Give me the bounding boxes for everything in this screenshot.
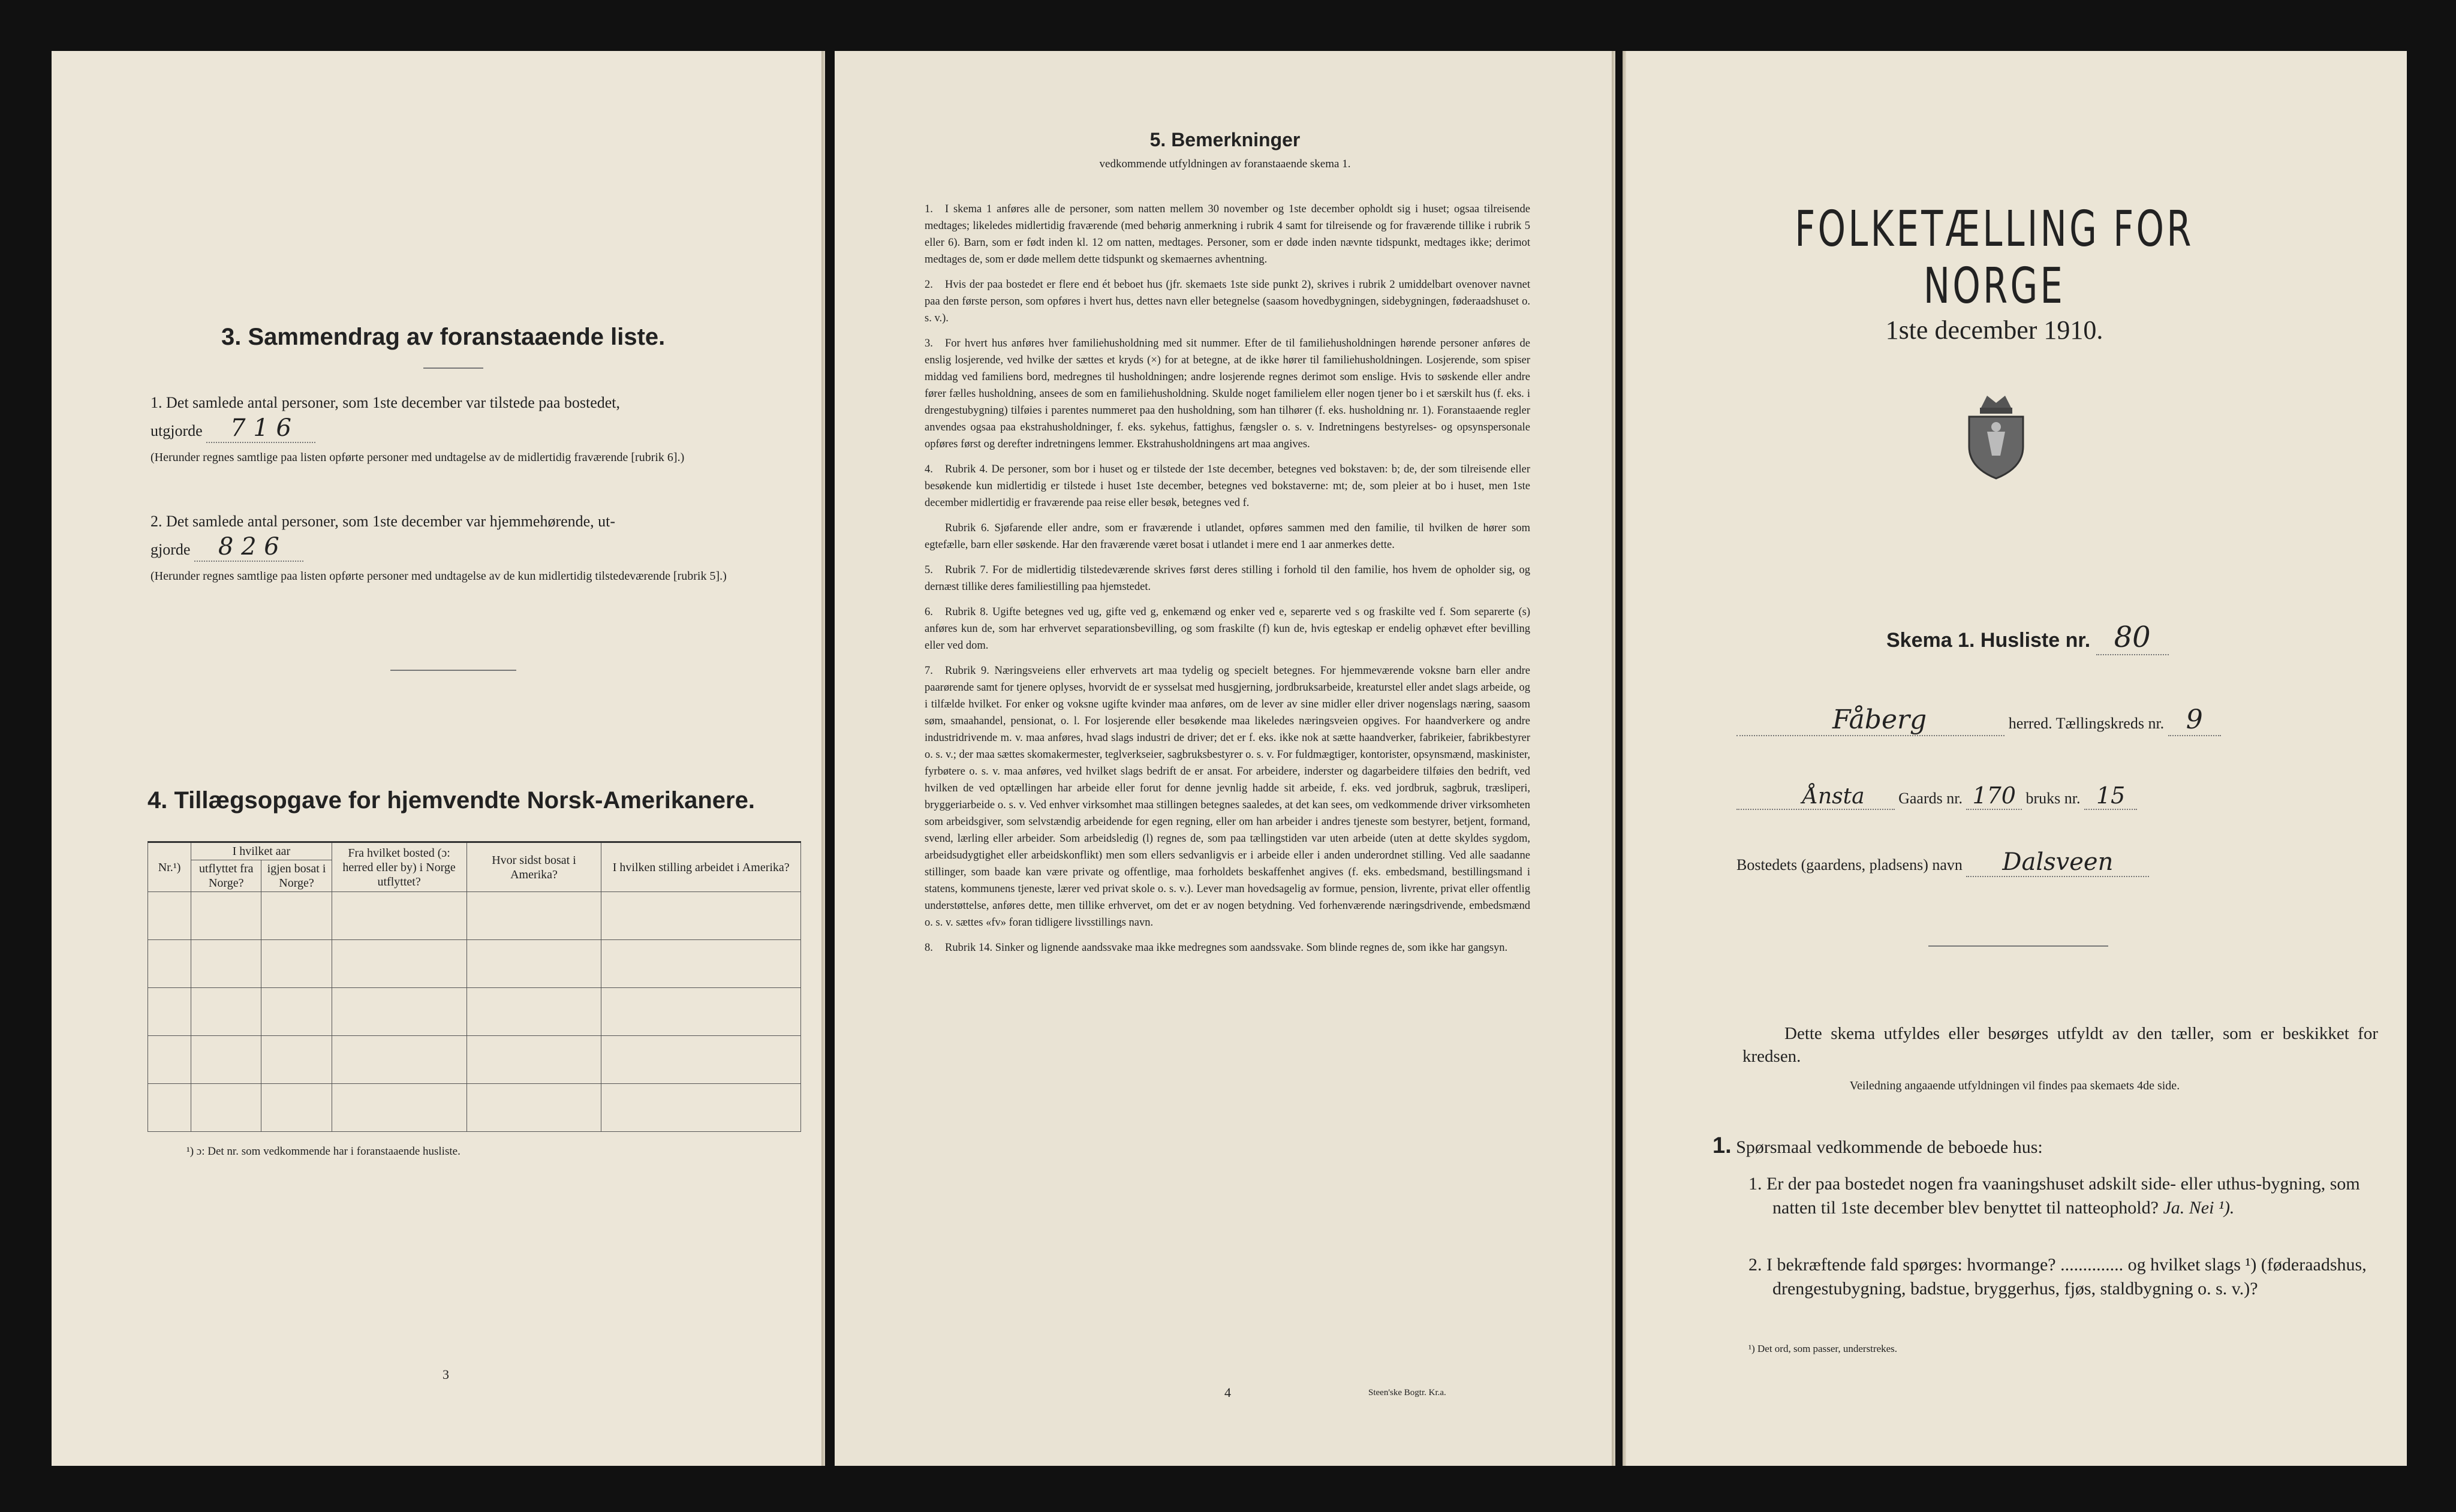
intro-text: Dette skema utfyldes eller besørges utfyldt av den tæller, som er beskikket for kredsen. bbox=[1742, 1024, 2378, 1066]
remarks-list bbox=[925, 201, 1530, 965]
gaard-line bbox=[1736, 782, 2360, 809]
kreds-label: Tællingskreds nr. bbox=[2055, 715, 2165, 732]
gaards-label: Gaards nr. bbox=[1898, 790, 1963, 807]
gaards-value: 170 bbox=[1966, 782, 2022, 810]
printer-mark: Steen'ske Bogtr. Kr.a. bbox=[1368, 1388, 1446, 1397]
col-last-residence: Hvor sidst bosat i Amerika? bbox=[466, 842, 601, 892]
page-4 bbox=[835, 51, 1615, 1466]
census-date: 1ste december 1910. bbox=[1885, 315, 2103, 345]
remark-6: 6. Rubrik 8. Ugifte betegnes ved ug, gifte ved g, enkemænd og enker ved e, separerte ved s og fraskilte ved f. Som separerte (s) anføres kun de, som har erhvervet separationsbevilling, og som fraskilte (f) kun de, hvis egteskap er endelig ophævet efter bevilling eller ved dom. bbox=[925, 606, 1530, 652]
remark-7: 7. Rubrik 9. Næringsveiens eller erhvervets art maa tydelig og specielt betegnes. For hjemmeværende voksne barn eller andre paarørende samt for tjenere oplyses, hvorvidt de er sysselsat med husgjerning, jordbruksarbeide, kreaturstel eller andet slags arbeide, og i tilfælde hvilket. For enker og voksne ugifte kvinder maa anføres, om de lever av sine midler eller driver nogenslags næring, saasom søm, smaahandel, pensionat, o. l. For losjerende eller besøkende maa likeledes næringsveien opgives. For haandverkere og andre industridrivende m. v. maa anføres, hvad slags industri de driver; det er f. eks. ikke nok at sætte haandverker, fabrikeier, fabrikbestyrer o. s. v.; der maa sættes skomakermester, teglverkseier, sagbruksbestyrer o. s. v. For fuldmægtiger, kontorister, opsynsmænd, maskinister, fyrbøtere o. s. v. maa anføres, ved hvilket slags bedrift de er ansat. For arbeidere, inderster og dagarbeidere tilføies den bedrift, ved hvilken de ved optællingen har arbeide eller forut for denne jevnlig hadde sit arbeide, f. eks. ved jordbruk, sagbruk, træsliperi, bryggeriarbeide o. s. v. Ved enhver virksomhet maa stillingen betegnes saaledes, at det kan sees, om vedkommende driver virksomheten som arbeidsgiver, som selvstændig arbeidende for egen regning, eller om han arbeider i andres tjeneste som bestyrer, betjent, formand, svend, lærling eller arbeider. Som arbeidsledig (l) regnes de, som paa tællingstiden var uten arbeide (uten at dette skyldes sygdom, arbeidsudygtighet eller arbeidskonflikt) men som ellers sedvanligvis er i arbeide eller i anden underordnet stilling. Ved alle saadanne stillinger, som baade kan være private og offentlige, maa forholdets beskaffenhet angives (f. eks. embedsmand, bestillingsmand i statens, kommunens tjeneste, lærer ved privat skole o. s. v.). Lever man hovedsagelig av formue, pension, livrente, privat eller offentlig understøttelse, anføres dette, men tillike erhvervet, om det er av nogen betydning. Ved forhenværende næringsdrivende, embedsmænd o. s. v. sættes «fv» foran tidligere livsstillings navn. bbox=[925, 665, 1530, 929]
remark-8: 8. Rubrik 14. Sinker og lignende aandssvake maa ikke medregnes som aandssvake. Som blinde regnes de, som ikke har gangsyn. bbox=[925, 942, 1508, 954]
page-number: 4 bbox=[1224, 1385, 1231, 1400]
item1-handwritten-value: 7 1 6 bbox=[206, 414, 315, 443]
table-row bbox=[148, 1084, 801, 1132]
gaard-name: Ånsta bbox=[1736, 784, 1895, 810]
col-emigrated: utflyttet fra Norge? bbox=[191, 860, 261, 892]
bosted-label: Bostedets (gaardens, pladsens) navn bbox=[1736, 856, 1963, 874]
kreds-value: 9 bbox=[2168, 704, 2221, 736]
remark-3: 3. For hvert hus anføres hver familiehusholdning med sit nummer. Efter de til familiehusholdningen hørende personer anføres de enslig losjerende, ved hvilke der sættes et kryds (×) for at betegne, at de ikke hører til familiehusholdningen. Losjerende, som spiser middag ved familiens bord, medregnes til husholdningen; andre losjerende regnes derimot som enslige. Hvis to søskende eller andre fører fælles husholdning, ansees de som en familiehusholdning. Skulde noget familielem eller nogen tjener bo i et særskilt hus (f. eks. i drengestubygning) tilføies i parentes nummeret paa den husholdning, som han tilhører (f. eks. husholdning nr. 1). Foranstaaende regler anvendes ogsaa paa ekstrahusholdninger, f. eks. sykehus, fattighus, fængsler o. s. v. Indretningens bestyrelses- og opsynspersonale opføres først og derefter indretningens lemmer. Ekstrahusholdningens art maa angives. bbox=[925, 338, 1530, 450]
table-row bbox=[148, 940, 801, 988]
col-returned: igjen bosat i Norge? bbox=[261, 860, 332, 892]
table-row bbox=[148, 1036, 801, 1084]
section3-title: 3. Sammendrag av foranstaaende liste. bbox=[221, 324, 666, 350]
bosted-value: Dalsveen bbox=[1966, 848, 2149, 877]
q1-number: 1. bbox=[1712, 1133, 1732, 1158]
page-1 bbox=[1623, 51, 2407, 1466]
q1-title: Spørsmaal vedkommende de beboede hus: bbox=[1736, 1137, 2043, 1157]
divider bbox=[1928, 945, 2108, 947]
page-edge bbox=[821, 51, 825, 1466]
remark-4b: Rubrik 6. Sjøfarende eller andre, som er fraværende i utlandet, opføres sammen med den familie, til hvilken de hører som egtefælle, barn eller søskende. Har den fraværende været bosat i utlandet i mere end 1 aar anmerkes dette. bbox=[925, 522, 1530, 551]
table-row bbox=[148, 988, 801, 1036]
remarks-subtitle: vedkommende utfyldningen av foranstaaende skema 1. bbox=[1099, 158, 1351, 170]
footnote: ¹) ɔ: Det nr. som vedkommende har i foranstaaende husliste. bbox=[186, 1145, 460, 1158]
remark-4: 4. Rubrik 4. De personer, som bor i huset og er tilstede der 1ste december, betegnes ved bokstaven: b; de, der som tilreisende eller besøkende kun midlertidig er tilstede i huset 1ste december, betegnes ved bokstaverne: mt; de, som pleier at bo i huset, men 1ste december midlertidig er fraværende paa reise eller besøk, betegnes ved f. bbox=[925, 463, 1530, 509]
item2-text: 2. Det samlede antal personer, som 1ste december var hjemmehørende, ut- bbox=[151, 513, 616, 530]
remark-1: 1. I skema 1 anføres alle de personer, som natten mellem 30 november og 1ste december opholdt sig i huset; ogsaa tilreisende medtages; likeledes midlertidig fraværende (med behørig anmerkning i rubrik 4 samt for tilreisende og for fraværende tillike i rubrik 5 eller 6). Barn, som er født inden kl. 12 om natten, medtages. Personer, som er døde inden nævnte tidspunkt, medtages ikke; derimot medtages de, som er døde mellem dette tidspunkt og skemaernes avhentning. bbox=[925, 203, 1530, 266]
remark-2: 2. Hvis der paa bostedet er flere end ét beboet hus (jfr. skemaets 1ste side punkt 2), skrives i rubrik 2 umiddelbart ovenover navnet paa den første person, som opføres i hvert hus, dettes navn eller betegnelse (saasom hovedbygningen, sidebygningen, føderaadshuset o. s. v.). bbox=[925, 279, 1530, 324]
item1-label: utgjorde bbox=[151, 422, 203, 439]
question-1-1: 1. Er der paa bostedet nogen fra vaaningshuset adskilt side- eller uthus-bygning, som natten til 1ste december blev benyttet til natteophold? Ja. Nei ¹). bbox=[1748, 1174, 2360, 1218]
form-title: FOLKETÆLLING FOR NORGE bbox=[1795, 201, 2194, 315]
col-nr: Nr.¹) bbox=[148, 842, 191, 892]
summary-item-1 bbox=[151, 393, 798, 465]
intro-note: Veiledning angaaende utfyldningen vil findes paa skemaets 4de side. bbox=[1849, 1079, 2180, 1092]
col-group-year: I hvilket aar bbox=[191, 842, 332, 860]
item2-note: (Herunder regnes samtlige paa listen opførte personer med undtagelse av de kun midlertidig tilstedeværende [rubrik 5].) bbox=[151, 570, 727, 583]
summary-item-2 bbox=[151, 511, 798, 584]
divider bbox=[390, 670, 516, 671]
schema-line bbox=[1886, 621, 2169, 654]
remarks-title: 5. Bemerkninger bbox=[1149, 129, 1301, 150]
col-from-place: Fra hvilket bosted (ɔ: herred eller by) i Norge utflyttet? bbox=[332, 842, 466, 892]
question-1-2: 2. I bekræftende fald spørges: hvormange? .............. og hvilket slags ¹) (føderaadshus, drengestubygning, badstue, bryggerhus, fjøs, staldbygning o. s. v.)? bbox=[1748, 1255, 2367, 1299]
footnote: ¹) Det ord, som passer, understrekes. bbox=[1748, 1343, 1898, 1354]
divider bbox=[423, 368, 483, 369]
bosted-line bbox=[1736, 848, 2360, 876]
bruks-label: bruks nr. bbox=[2025, 790, 2081, 807]
q1-1-answer: Ja. Nei ¹). bbox=[2163, 1198, 2235, 1218]
schema-label: Skema 1. Husliste nr. bbox=[1886, 629, 2091, 652]
herred-value: Fåberg bbox=[1736, 704, 2004, 736]
page-number: 3 bbox=[443, 1367, 449, 1382]
item1-note: (Herunder regnes samtlige paa listen opførte personer med undtagelse av de midlertidig fraværende [rubrik 6].) bbox=[151, 451, 685, 464]
item2-handwritten-value: 8 2 6 bbox=[194, 533, 303, 562]
coat-of-arms-icon bbox=[1963, 390, 2029, 480]
norsk-amerikaner-table bbox=[148, 841, 801, 1132]
item2-label: gjorde bbox=[151, 541, 191, 558]
remark-5: 5. Rubrik 7. For de midlertidig tilstedeværende skrives først deres stilling i forhold til den familie, hos hvem de opholder sig, og dernæst tillike deres familiestilling paa hjemstedet. bbox=[925, 564, 1530, 593]
col-occupation: I hvilken stilling arbeidet i Amerika? bbox=[601, 842, 801, 892]
q1-heading bbox=[1712, 1133, 2043, 1159]
page-edge bbox=[1612, 51, 1615, 1466]
table-row bbox=[148, 892, 801, 940]
item1-text: 1. Det samlede antal personer, som 1ste december var tilstede paa bostedet, bbox=[151, 394, 621, 411]
husliste-nr-value: 80 bbox=[2096, 621, 2169, 655]
bruks-value: 15 bbox=[2084, 782, 2137, 810]
section4-title: 4. Tillægsopgave for hjemvendte Norsk-Amerikanere. bbox=[148, 787, 755, 814]
herred-label: herred. bbox=[2008, 715, 2052, 732]
page-edge bbox=[1623, 51, 1626, 1466]
herred-line bbox=[1736, 704, 2360, 735]
page-3 bbox=[52, 51, 825, 1466]
